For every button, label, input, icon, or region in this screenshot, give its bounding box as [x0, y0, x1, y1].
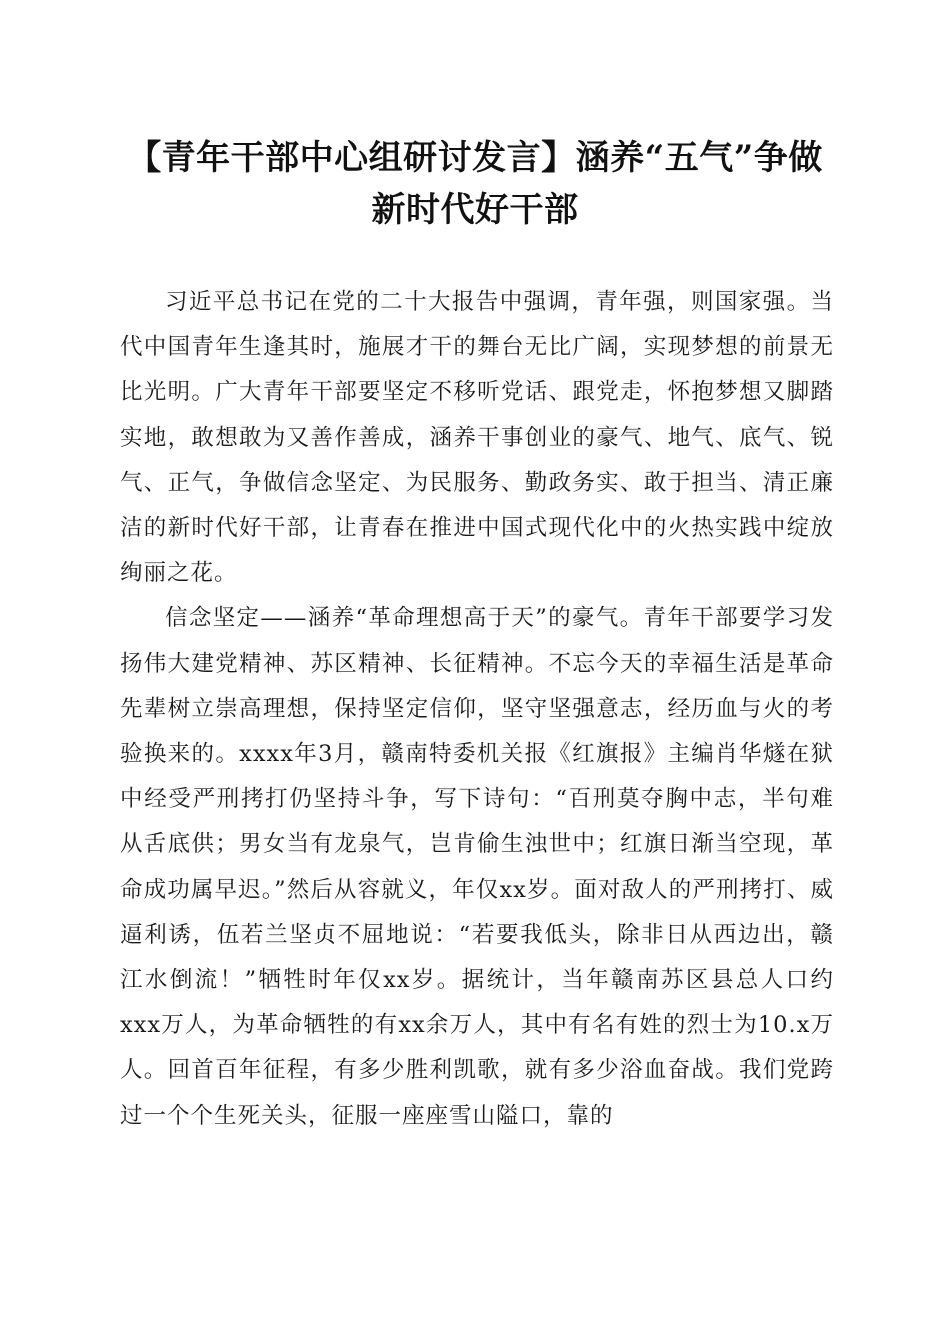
document-title: 【青年干部中心组研讨发言】涵养“五气”争做新时代好干部 [127, 138, 823, 230]
document-body [120, 280, 834, 1139]
paragraph-intro: 习近平总书记在党的二十大报告中强调，青年强，则国家强。当代中国青年生逢其时，施展才干的舞台无比广阔，实现梦想的前景无比光明。广大青年干部要坚定不移听党话、跟党走，怀抱梦想又脚踏实地，敢想敢为又善作善成，涵养干事创业的豪气、地气、底气、锐气、正气，争做信念坚定、为民服务、勤政务实、敢于担当、清正廉洁的新时代好干部，让青春在推进中国式现代化中的火热实践中绽放绚丽之花。 [120, 289, 834, 587]
paragraph-faith: 信念坚定——涵养“革命理想高于天”的豪气。青年干部要学习发扬伟大建党精神、苏区精神、长征精神。不忘今天的幸福生活是革命先辈树立崇高理想，保持坚定信仰，坚守坚强意志，经历血与火的考验换来的。xxxx年3月，赣南特委机关报《红旗报》主编肖华燧在狱中经受严刑拷打仍坚持斗争，写下诗句：“百刑莫夺胸中志，半句难从舌底供；男女当有龙泉气，岂肯偷生浊世中；红旗日渐当空现，革命成功属早迟。”然后从容就义，年仅xx岁。面对敌人的严刑拷打、威逼利诱，伍若兰坚贞不屈地说：“若要我低头，除非日从西边出，赣江水倒流！”牺牲时年仅xx岁。据统计，当年赣南苏区县总人口约xxx万人，为革命牺牲的有xx余万人，其中有名有姓的烈士为10.x万人。回首百年征程，有多少胜利凯歌，就有多少浴血奋战。我们党跨过一个个生死关头，征服一座座雪山隘口，靠的 [120, 605, 834, 1129]
